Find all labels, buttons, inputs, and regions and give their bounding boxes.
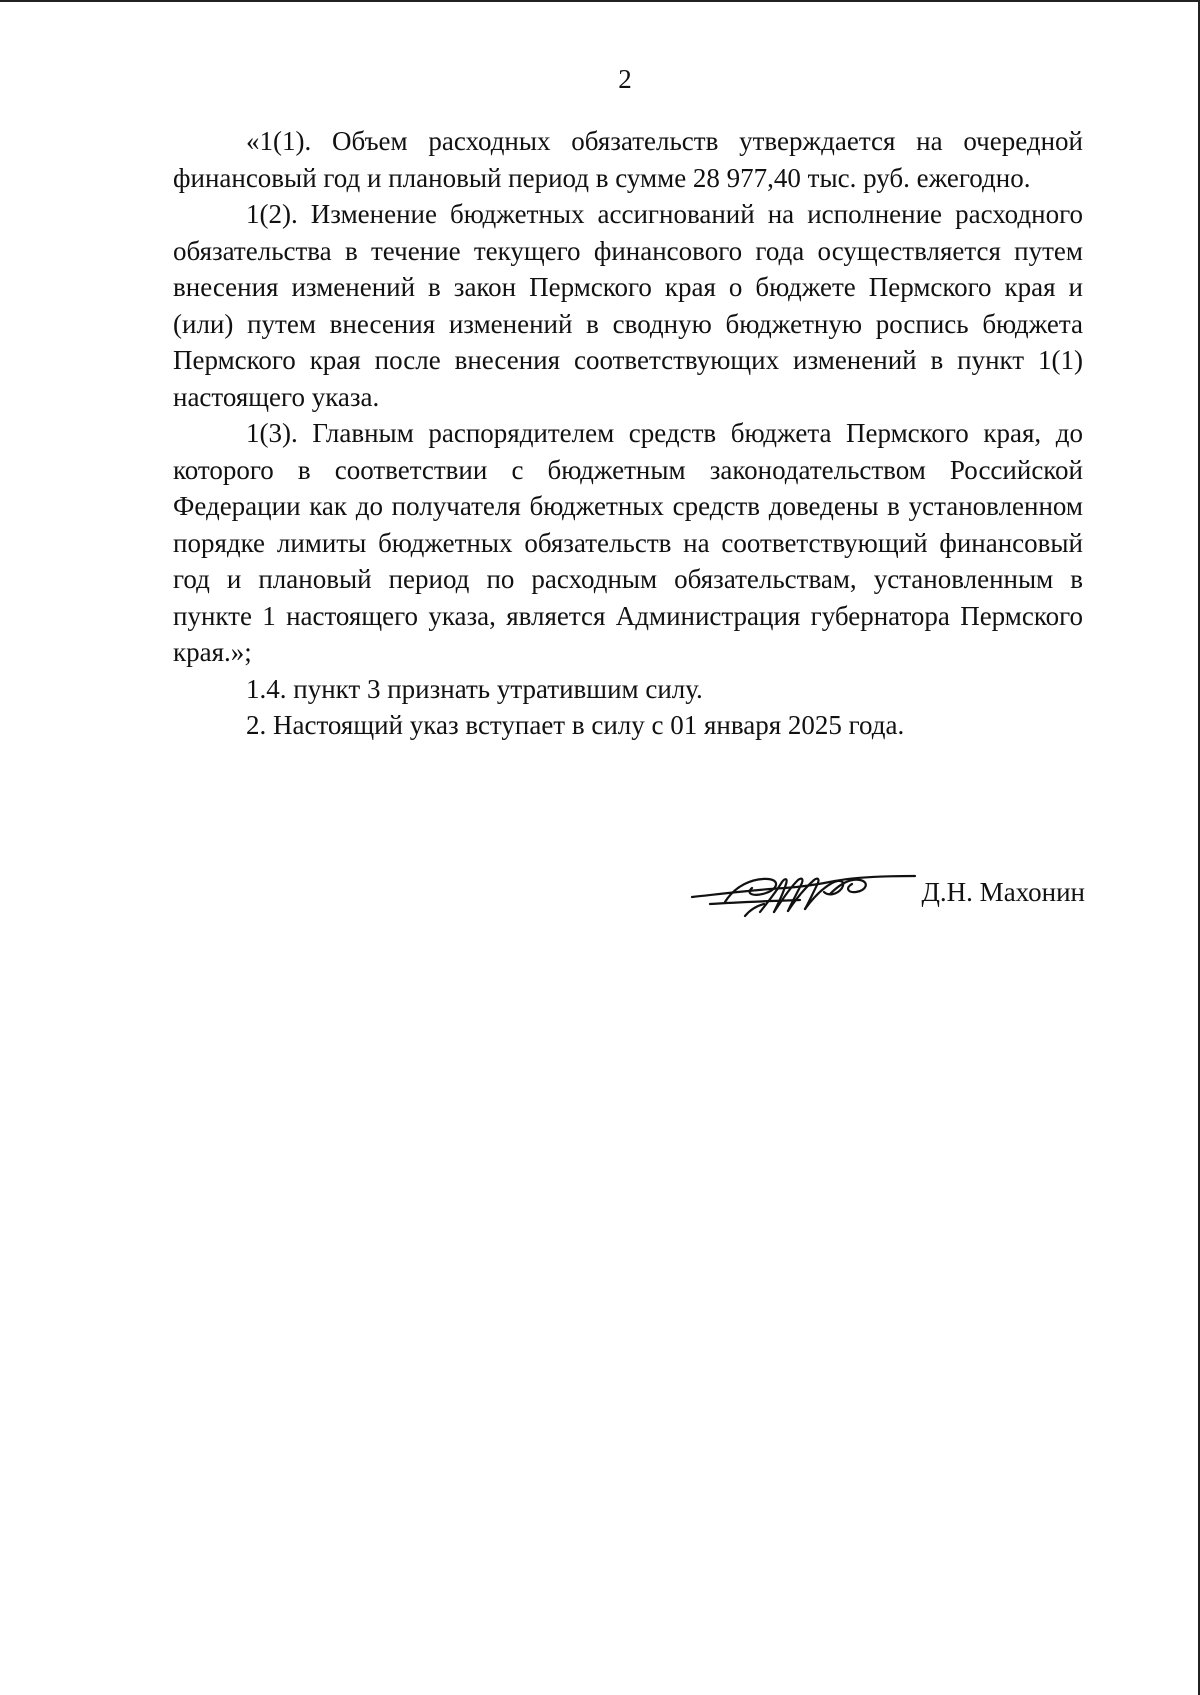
page-number: 2: [618, 64, 632, 94]
paragraph-1-4: 1.4. пункт 3 признать утратившим силу.: [246, 673, 703, 704]
document-body: [173, 123, 1083, 744]
paragraph-1-1: «1(1). Объем расходных обязательств утверждается на очередной финансовый год и плановый период в сумме 28 977,40 тыс. руб. ежегодно.: [173, 126, 1083, 193]
signature-block: [690, 864, 1085, 924]
paragraph-2: 2. Настоящий указ вступает в силу с 01 января 2025 года.: [246, 710, 905, 740]
handwritten-signature-icon: [690, 864, 920, 924]
paragraph-1-2: 1(2). Изменение бюджетных ассигнований на исполнение расходного обязательства в течение текущего финансового года осуществляется путем внесения изменений в закон Пермского края о бюджете Пермского края и (или) путем внесения изменений в сводную бюджетную роспись бюджета Пермского края после внесения соответствующих изменений в пункт 1(1) настоящего указа.: [173, 199, 1083, 412]
signer-name: Д.Н. Махонин: [921, 877, 1085, 907]
paragraph-1-3: 1(3). Главным распорядителем средств бюджета Пермского края, до которого в соответствии с бюджетным законодательством Российской Федерации как до получателя бюджетных средств доведены в установленном порядке лимиты бюджетных обязательств на соответствующий финансовый год и плановый период по расходным обязательствам, установленным в пункте 1 настоящего указа, является Администрация губернатора Пермского края.»;: [173, 418, 1083, 667]
